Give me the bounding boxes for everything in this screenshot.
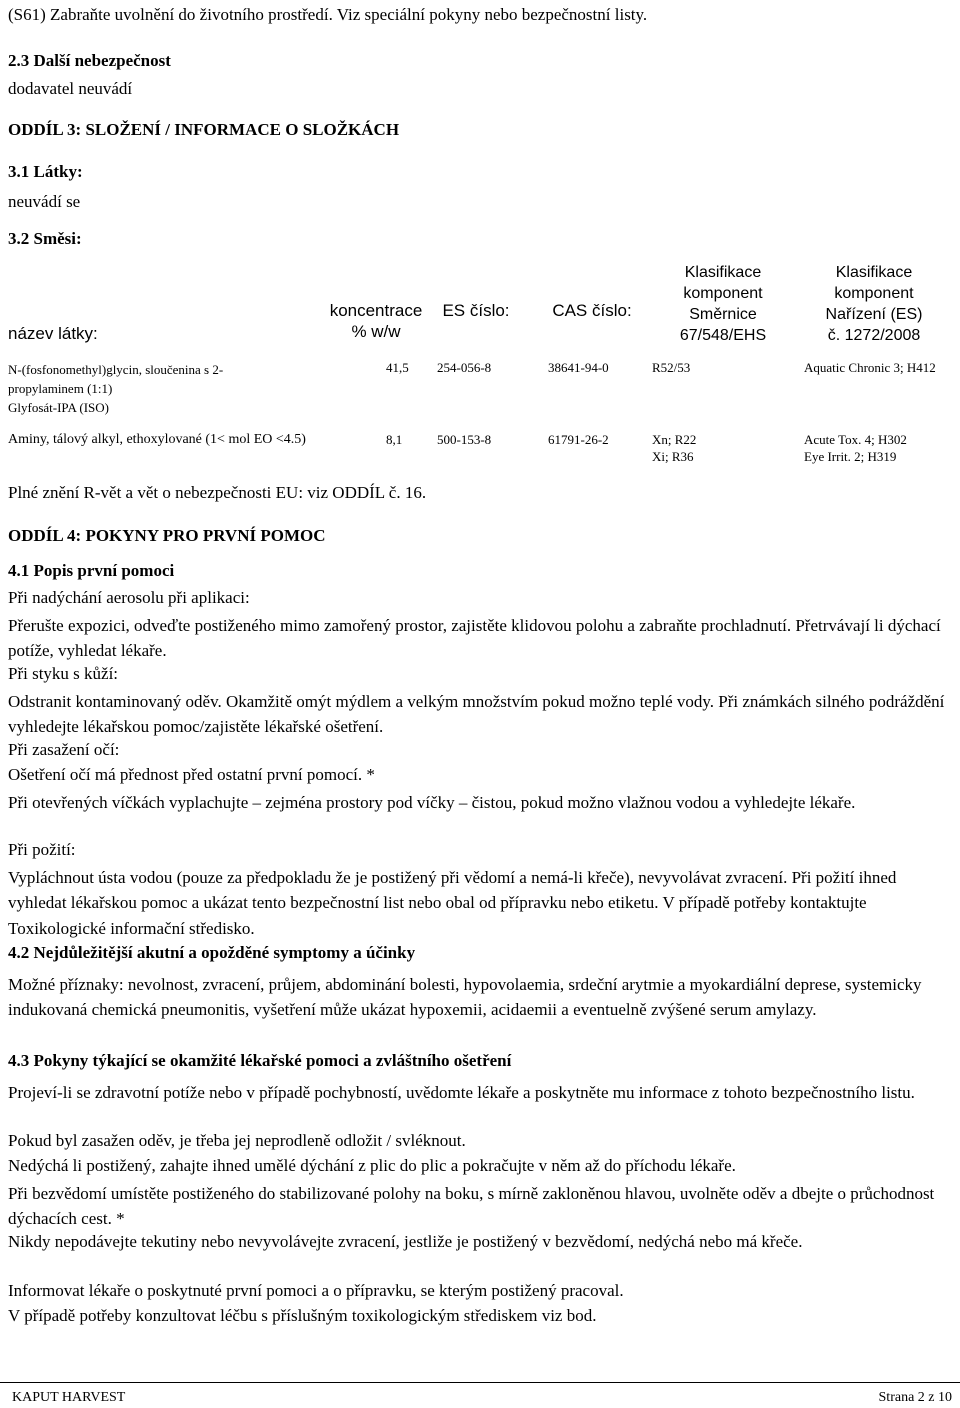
cell-cas-number: 61791-26-2 [548, 432, 609, 447]
cell-es-number: 254-056-8 [437, 360, 492, 375]
section-4-2-text: Možné příznaky: nevolnost, zvracení, průjem, abdominání bolesti, hypovolaemia, srdeční arytmie a myokardiální deprese, systemicky indukovaná chemická pneumonitis, vyšetření může ukázat hypoxemii, acidaemii a eventuelně zvýšené serum amylazy. [8, 975, 922, 1020]
footer-page-number: Strana 2 z 10 [878, 1390, 952, 1405]
inhalation-label: Při nadýchání aerosolu při aplikaci: [8, 588, 250, 607]
section-4-3-p2: Pokud byl zasažen oděv, je třeba jej neprodleně odložit / svléknout. [8, 1131, 466, 1150]
section-3-1-heading: 3.1 Látky: [8, 162, 83, 181]
section-3-1-text: neuvádí se [8, 192, 81, 211]
header-es-number: ES číslo: [442, 301, 510, 320]
section-4-3-p7: V případě potřeby konzultovat léčbu s příslušným toxikologickým střediskem viz bod. [8, 1306, 597, 1325]
cell-classification-directive: R52/53 [652, 360, 691, 375]
header-classification-regulation: Klasifikace komponent Nařízení (ES) č. 1272/2008 [825, 264, 923, 344]
inhalation-text: Přerušte expozici, odveďte postiženého mimo zamořený prostor, zajistěte klidovou polohu a zabraňte prochladnutí. Přetrvávají li dýchací potíže, vyhledat lékaře. [8, 616, 941, 661]
header-substance-name: název látky: [8, 324, 98, 343]
section-4-3-heading: 4.3 Pokyny týkající se okamžité lékařské pomoci a zvláštního ošetření [8, 1051, 512, 1070]
footer-divider [0, 1382, 960, 1383]
cell-concentration: 8,1 [386, 432, 403, 447]
section-3-heading: ODDÍL 3: SLOŽENÍ / INFORMACE O SLOŽKÁCH [8, 120, 400, 139]
section-4-heading: ODDÍL 4: POKYNY PRO PRVNÍ POMOC [8, 526, 326, 545]
skin-text: Odstranit kontaminovaný oděv. Okamžitě omýt mýdlem a velkým množstvím pokud možno teplé vody. Při známkách silného podráždění vyhledejte lékařskou pomoc/zajistěte lékařské ošetření. [8, 692, 945, 737]
section-4-3-p3: Nedýchá li postižený, zahajte ihned umělé dýchání z plic do plic a pokračujte v něm až do příchodu lékaře. [8, 1156, 736, 1175]
cell-cas-number: 38641-94-0 [548, 360, 609, 375]
cell-classification-directive: Xn; R22 Xi; R36 [652, 432, 697, 464]
ingestion-text: Vypláchnout ústa vodou (pouze za předpokladu že je postižený při vědomí a nemá-li křeče), nevyvolávat zvracení. Při požití ihned vyhledat lékařskou pomoc a ukázat tento bezpečnostní list nebo obal od přípravku nebo etiketu. V případě potřeby kontaktujte Toxikologické informační středisko. [8, 868, 897, 938]
section-3-2-heading: 3.2 Směsi: [8, 229, 82, 248]
section-2-3-heading: 2.3 Další nebezpečnost [8, 51, 171, 70]
header-classification-directive: Klasifikace komponent Směrnice 67/548/EHS [679, 264, 767, 344]
cell-concentration: 41,5 [386, 360, 409, 375]
ingestion-label: Při požití: [8, 840, 76, 859]
eyes-text-2: Při otevřených víčkách vyplachujte – zejména prostory pod víčky – čistou, pokud možno vlažnou vodou a vyhledejte lékaře. [8, 793, 856, 812]
footer-product-name: KAPUT HARVEST [12, 1390, 126, 1405]
cell-classification-regulation: Aquatic Chronic 3; H412 [804, 360, 936, 375]
top-line: (S61) Zabraňte uvolnění do životního prostředí. Viz speciální pokyny nebo bezpečnostní listy. [8, 5, 648, 24]
eyes-label: Při zasažení očí: [8, 740, 120, 759]
cell-es-number: 500-153-8 [437, 432, 492, 447]
header-concentration: koncentrace % w/w [329, 301, 423, 341]
eyes-text-1: Ošetření očí má přednost před ostatní první pomocí. * [8, 765, 375, 784]
cell-substance-name: Aminy, tálový alkyl, ethoxylované (1< mol EO <4.5) [8, 432, 306, 447]
section-4-2-heading: 4.2 Nejdůležitější akutní a opožděné symptomy a účinky [8, 943, 416, 962]
full-text-note: Plné znění R-vět a vět o nebezpečnosti EU: viz ODDÍL č. 16. [8, 483, 427, 502]
section-4-3-p5: Nikdy nepodávejte tekutiny nebo nevyvolávejte zvracení, jestliže je postižený v bezvědomí, nedýchá nebo má křeče. [8, 1232, 803, 1251]
header-cas-number: CAS číslo: [552, 301, 632, 320]
cell-substance-name: N-(fosfonomethyl)glycin, sloučenina s 2- propylaminem (1:1) Glyfosát-IPA (ISO) [8, 362, 224, 415]
section-4-3-p4: Při bezvědomí umístěte postiženého do stabilizované polohy na boku, s mírně zakloněnou hlavou, uvolněte oděv a dbejte o průchodnost dýchacích cest. * [8, 1184, 935, 1229]
section-4-1-heading: 4.1 Popis první pomoci [8, 561, 175, 580]
section-4-3-p6: Informovat lékaře o poskytnuté první pomoci a o přípravku, se kterým postižený pracoval. [8, 1281, 624, 1300]
cell-classification-regulation: Acute Tox. 4; H302 Eye Irrit. 2; H319 [804, 432, 907, 464]
skin-label: Při styku s kůží: [8, 664, 119, 683]
section-4-3-p1: Projeví-li se zdravotní potíže nebo v případě pochybností, uvědomte lékaře a poskytněte mu informace z tohoto bezpečnostního listu. [8, 1083, 915, 1102]
section-2-3-text: dodavatel neuvádí [8, 79, 133, 98]
